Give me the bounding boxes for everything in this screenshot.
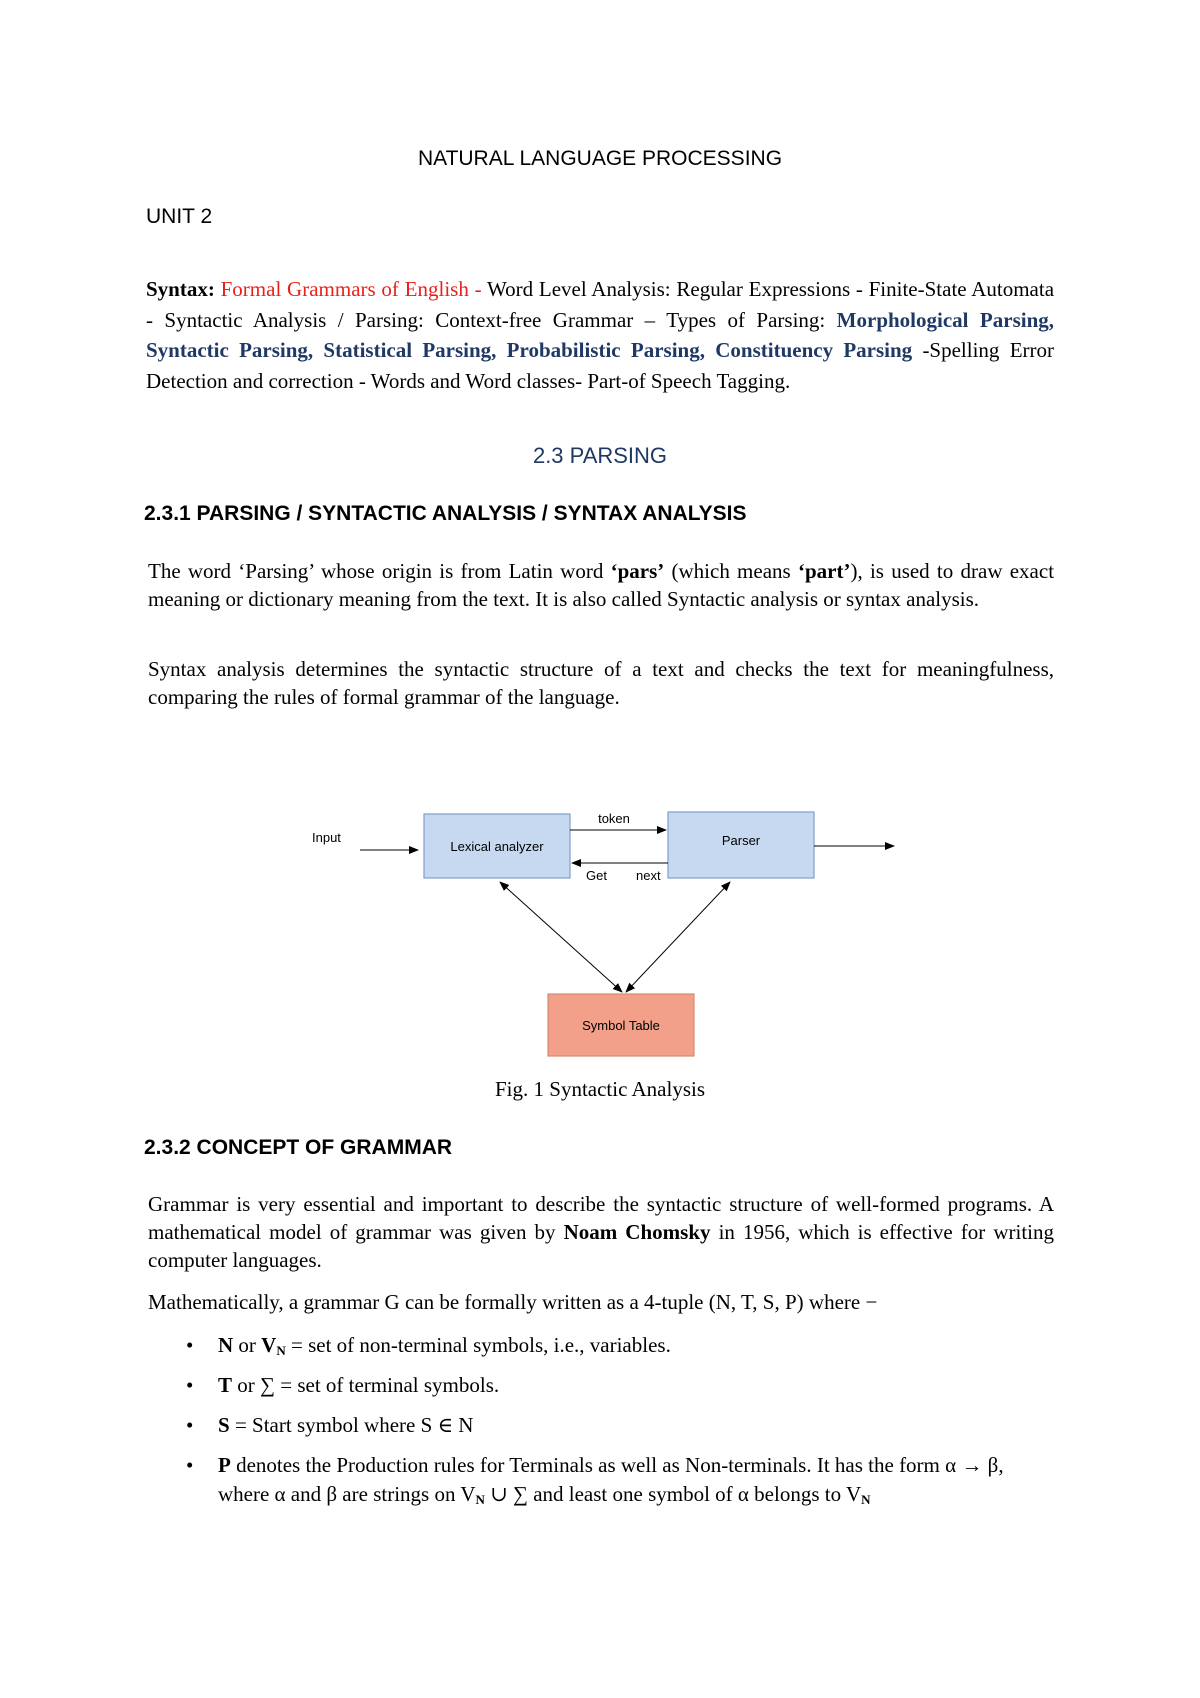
p1-text-c: ), is used to draw exact meaning or dictionary meaning from the text. It is also called Syntactic analysis or syntax analysis. <box>148 559 1055 611</box>
bullet-icon: • <box>186 1453 194 1477</box>
grammar-paragraph <box>148 1190 1054 1274</box>
list-item: • N or $V_N$ = set of non-terminal symbols, i.e., variables. <box>186 1333 671 1358</box>
syllabus-part2: -Spelling Error Detection and correction - Words and Word classes- Part-of Speech Tagging. <box>146 338 1054 393</box>
p1-part: ‘part’ <box>797 559 851 583</box>
grammar-text-a: Grammar is very essential and important to describe the syntactic structure of well-formed programs. A mathematical model of grammar was given by <box>148 1192 1054 1244</box>
p1-text-b: (which means <box>671 559 791 583</box>
document-title: NATURAL LANGUAGE PROCESSING <box>417 147 783 170</box>
syllabus-red-text: Formal Grammars of English - <box>220 277 482 301</box>
syntax-analysis-paragraph: Syntax analysis determines the syntactic structure of a text and checks the text for meaningfulness, comparing the rules of formal grammar of the language. <box>148 657 1054 709</box>
syntactic-analysis-diagram <box>300 800 920 1070</box>
input-label: Input <box>312 830 341 845</box>
figure-caption: Fig. 1 Syntactic Analysis <box>495 1077 705 1101</box>
tuple-paragraph: Mathematically, a grammar G can be formally written as a 4-tuple (N, T, S, P) where − <box>148 1290 878 1314</box>
list-item: • S = Start symbol where S ∈ N <box>218 1411 1058 1440</box>
syllabus-paragraph <box>146 274 1054 396</box>
token-label: token <box>598 811 630 826</box>
p1-pars: ‘pars’ <box>610 559 665 583</box>
p1-text-a: The word ‘Parsing’ whose origin is from Latin word <box>148 559 604 583</box>
get-label: Get <box>586 868 607 883</box>
parser-label: Parser <box>721 833 761 848</box>
list-item: • T or ∑ = set of terminal symbols. <box>218 1371 1058 1400</box>
bullet-icon: • <box>186 1333 194 1357</box>
next-label: next <box>636 868 661 883</box>
syllabus-label: Syntax: <box>146 277 215 301</box>
parsing-definition-paragraph <box>148 557 1054 613</box>
lexical-analyzer-label: Lexical analyzer <box>450 839 544 854</box>
bullet-icon: • <box>186 1373 194 1397</box>
symbol-table-label: Symbol Table <box>582 1018 660 1033</box>
bullet-icon: • <box>186 1413 194 1437</box>
syllabus-part1: Word Level Analysis: Regular Expressions - Finite-State Automata - Syntactic Analysis / Parsing: Context-free Grammar – Types of Parsing: <box>146 277 1055 332</box>
chomsky-name: Noam Chomsky <box>563 1220 711 1244</box>
section-heading: 2.3 PARSING <box>532 443 668 468</box>
subsection2-heading: 2.3.2 CONCEPT OF GRAMMAR <box>144 1136 453 1159</box>
parser-symbol-arrow <box>626 882 730 992</box>
grammar-text-b: in 1956, which is effective for writing computer languages. <box>148 1220 1055 1272</box>
subsection1-heading: 2.3.1 PARSING / SYNTACTIC ANALYSIS / SYNTAX ANALYSIS <box>144 502 747 525</box>
unit-label: UNIT 2 <box>146 205 213 228</box>
list-item: • P denotes the Production rules for Terminals as well as Non-terminals. It has the form α → β, where α and β are strings on $V_N$ ∪ ∑ and least one symbol of α belongs to $V_N$ <box>186 1453 1004 1507</box>
syllabus-bold-items: Morphological Parsing, Syntactic Parsing, Statistical Parsing, Probabilistic Parsing, Constituency Parsing <box>146 307 1055 362</box>
lexer-symbol-arrow <box>500 882 622 992</box>
